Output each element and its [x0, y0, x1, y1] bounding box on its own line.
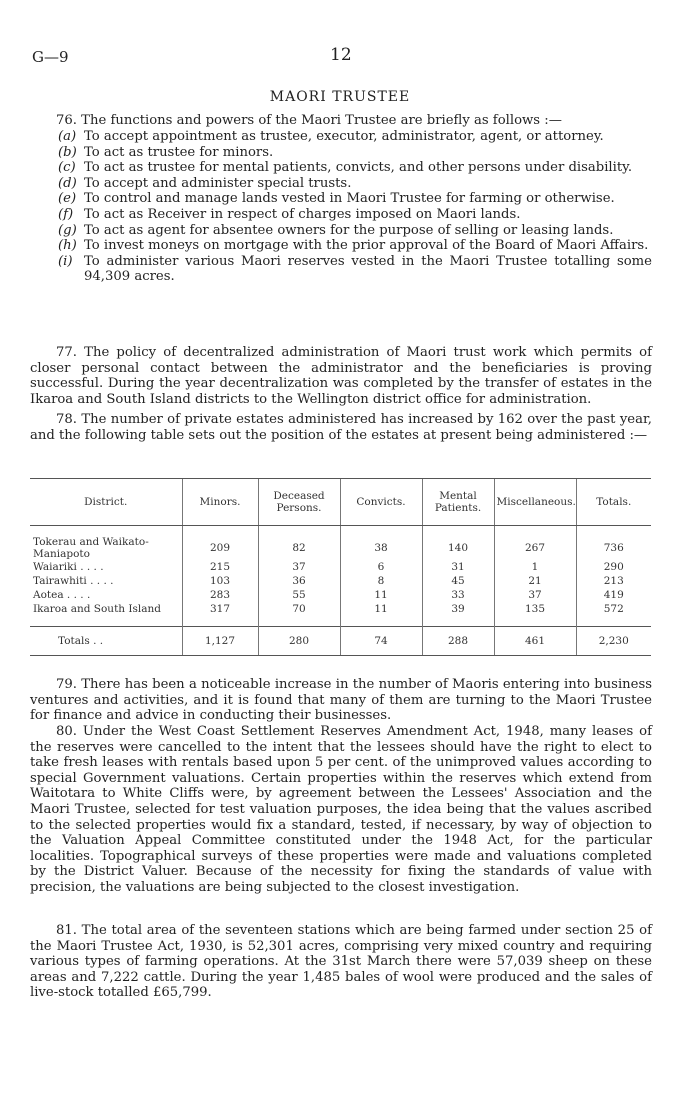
- totals-label: Totals . .: [30, 627, 182, 656]
- list-item: [58, 160, 652, 176]
- table-cell: 267: [494, 536, 576, 560]
- paragraph-78: [30, 412, 652, 443]
- column-header: Mental Patients.: [422, 479, 494, 526]
- table-cell: 37: [258, 560, 340, 574]
- table-cell: 37: [494, 588, 576, 602]
- item-text: To administer various Maori reserves vested in the Maori Trustee totalling some 94,309 acres.: [84, 253, 652, 285]
- section-title: MAORI TRUSTEE: [269, 89, 411, 105]
- table-cell: 33: [422, 588, 494, 602]
- item-text: To act as trustee for minors.: [84, 144, 274, 160]
- table-cell: 283: [182, 588, 258, 602]
- column-header: Miscellaneous.: [494, 479, 576, 526]
- item-label: (g): [58, 222, 77, 238]
- table-row: [30, 602, 651, 616]
- table-totals-row: [30, 627, 651, 656]
- table-row: [30, 536, 651, 560]
- column-header: Minors.: [182, 479, 258, 526]
- item-text: To accept and administer special trusts.: [84, 175, 352, 191]
- table-cell: 290: [576, 560, 651, 574]
- table-cell: 36: [258, 574, 340, 588]
- paragraph-78-text: 78. The number of private estates administered has increased by 162 over the past year, and the following table sets out the position of the estates at present being administered :—: [30, 412, 652, 443]
- table-spacer-row: [30, 616, 651, 627]
- column-header: Convicts.: [340, 479, 422, 526]
- item-text: To control and manage lands vested in Maori Trustee for farming or otherwise.: [84, 191, 615, 207]
- item-text: To act as trustee for mental patients, convicts, and other persons under disability.: [84, 160, 633, 176]
- table-cell: Aotea . . . .: [33, 589, 91, 601]
- table-cell: 45: [422, 574, 494, 588]
- table-cell: 140: [422, 536, 494, 560]
- table-row: [30, 574, 651, 588]
- item-label: (h): [58, 238, 77, 254]
- table-cell: 213: [576, 574, 651, 588]
- totals-cell: 74: [340, 627, 422, 656]
- table-row: [30, 560, 651, 574]
- table-cell: 572: [576, 602, 651, 616]
- column-header: Deceased Persons.: [258, 479, 340, 526]
- table-cell: 215: [182, 560, 258, 574]
- list-item: [58, 145, 652, 161]
- table-cell: 209: [182, 536, 258, 560]
- item-label: (f): [58, 206, 74, 222]
- table-cell: 6: [340, 560, 422, 574]
- table-cell: 736: [576, 536, 651, 560]
- list-item: [58, 207, 652, 223]
- paragraph-79: [30, 677, 652, 724]
- paragraph-76: [30, 113, 652, 129]
- paragraph-77: [30, 345, 652, 407]
- page-number: 12: [330, 45, 352, 65]
- totals-cell: 280: [258, 627, 340, 656]
- item-label: (d): [58, 175, 77, 191]
- table-cell: 1: [494, 560, 576, 574]
- column-header: Totals.: [576, 479, 651, 526]
- table-header-row: [30, 479, 651, 526]
- table-cell: 103: [182, 574, 258, 588]
- item-label: (a): [58, 129, 77, 144]
- item-label: (i): [58, 253, 73, 269]
- totals-cell: 2,230: [576, 627, 651, 656]
- estates-table: [30, 478, 651, 656]
- list-item: [58, 223, 652, 239]
- item-text: To accept appointment as trustee, executor, administrator, agent, or attorney.: [84, 129, 604, 144]
- paragraph-76-text: 76. The functions and powers of the Maori Trustee are briefly as follows :—: [56, 113, 562, 128]
- paragraph-77-text: 77. The policy of decentralized administration of Maori trust work which permits of closer personal contact between the administrator and the beneficiaries is proving successful. During the year decentralization was completed by the transfer of estates in the Ikaroa and South Island districts to the Wellington district office for administration.: [30, 345, 652, 407]
- item-text: To act as agent for absentee owners for the purpose of selling or leasing lands.: [84, 222, 614, 238]
- paragraph-81-text: 81. The total area of the seventeen stations which are being farmed under section 25 of the Maori Trustee Act, 1930, is 52,301 acres, comprising very mixed country and requiring various types of farming operations. At the 31st March there were 57,039 sheep on these areas and 7,222 cattle. During the year 1,485 bales of wool were produced and the sales of live-stock totalled £65,799.: [30, 923, 652, 1001]
- table-cell: Tairawhiti . . . .: [33, 575, 114, 587]
- totals-cell: 1,127: [182, 627, 258, 656]
- table-cell: 11: [340, 588, 422, 602]
- list-item: [58, 254, 652, 285]
- paragraph-80: [30, 724, 652, 896]
- table-cell: Ikaroa and South Island: [33, 603, 162, 615]
- document-reference: G—9: [32, 48, 69, 66]
- item-label: (e): [58, 191, 77, 207]
- table-cell: Waiariki . . . .: [33, 561, 104, 573]
- table-cell: 70: [258, 602, 340, 616]
- list-item: [58, 191, 652, 207]
- list-item: [58, 176, 652, 192]
- paragraph-80-text: 80. Under the West Coast Settlement Reserves Amendment Act, 1948, many leases of the reserves were cancelled to the intent that the lessees should have the right to elect to take fresh leases with rentals based upon 5 per cent. of the unimproved values according to special Government valuations. Certain properties within the reserves which extend from Waitotara to White Cliffs were, by agreement between the Lessees' Association and the Maori Trustee, selected for test valuation purposes, the idea being that the values ascribed to the selected properties would fix a standard, tested, if necessary, by way of objection to the Valuation Appeal Committee constituted under the 1948 Act, for the particular localities. Topographical surveys of these properties were made and valuations completed by the District Valuer. Because of the necessity for fixing the standards of value with precision, the valuations are being subjected to the closest investigation.: [30, 724, 652, 895]
- paragraph-79-text: 79. There has been a noticeable increase in the number of Maoris entering into business ventures and activities, and it is found that many of them are turning to the Maori Trustee for finance and advice in conducting their businesses.: [30, 677, 652, 724]
- item-label: (c): [58, 160, 76, 176]
- item-label: (b): [58, 144, 77, 160]
- table-cell: 39: [422, 602, 494, 616]
- totals-cell: 461: [494, 627, 576, 656]
- table-cell: 82: [258, 536, 340, 560]
- table-cell: Tokerau and Waikato-Maniapoto: [33, 536, 149, 560]
- table-cell: 55: [258, 588, 340, 602]
- table-cell: 419: [576, 588, 651, 602]
- table-cell: 317: [182, 602, 258, 616]
- table-cell: 8: [340, 574, 422, 588]
- item-text: To invest moneys on mortgage with the prior approval of the Board of Maori Affairs.: [84, 238, 649, 254]
- table-cell: 11: [340, 602, 422, 616]
- table-row: [30, 588, 651, 602]
- paragraph-81: [30, 923, 652, 1001]
- table-cell: 38: [340, 536, 422, 560]
- column-header: District.: [30, 479, 182, 526]
- table-spacer-row: [30, 526, 651, 537]
- table-cell: 31: [422, 560, 494, 574]
- table-cell: 135: [494, 602, 576, 616]
- totals-cell: 288: [422, 627, 494, 656]
- list-item: [58, 238, 652, 254]
- table-cell: 21: [494, 574, 576, 588]
- functions-list: [58, 129, 652, 285]
- item-text: To act as Receiver in respect of charges imposed on Maori lands.: [84, 206, 521, 222]
- list-item: [58, 129, 652, 145]
